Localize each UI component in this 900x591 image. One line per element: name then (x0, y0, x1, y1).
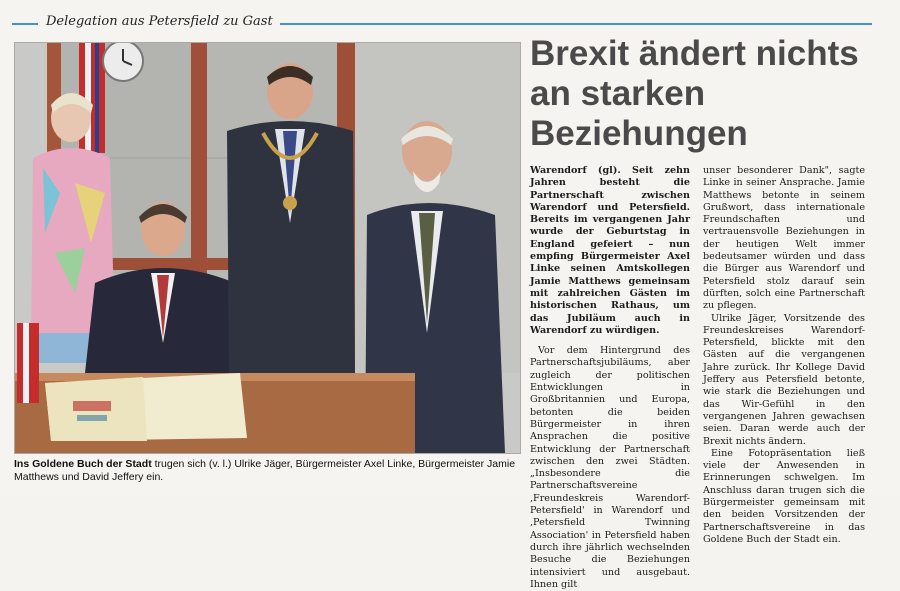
article-paragraph: Eine Fotopräsentation ließ viele der Anwesenden in Erinnerungen schwelgen. Im Anschluss daran trugen sich die Bürgermeister gemeinsam mit den beiden Vorsitzenden der Partnerschaftsvereine in das Goldene Buch der Stadt ein. (703, 447, 865, 545)
headline: Brexit ändert nichts an starken Beziehungen (530, 34, 859, 153)
article-paragraph: unser besonderer Dank", sagte Linke in seiner Ansprache. Jamie Matthews betonte in seinem Grußwort, dass internationale Freundschaften und vertrauensvolle Beziehungen in der heutigen Welt immer bedeutsamer würden und dass die Bürger aus Warendorf und Petersfield stolz darauf sein dürften, solch eine Partnerschaft zu pflegen. (703, 165, 865, 312)
photo-illustration (15, 43, 520, 453)
caption-bold: Ins Goldene Buch der Stadt (14, 458, 152, 470)
kicker-text: Delegation aus Petersfield zu Gast (46, 14, 273, 29)
photo-caption (14, 458, 519, 484)
kicker-rule-left (12, 23, 38, 25)
news-photo (14, 42, 521, 454)
article-lead: Warendorf (gl). Seit zehn Jahren besteht die Partnerschaft zwischen Warendorf und Petersfield. Bereits im vergangenen Jahr wurde der Geburtstag in England gefeiert – nun empfing Bürgermeister Axel Linke seinen Amtskollegen Jamie Matthews gemeinsam mit zahlreichen Gästen im historischen Rathaus, um das Jubiläum auch in Warendorf zu würdigen. (530, 165, 690, 336)
article-paragraph: Vor dem Hintergrund des Partnerschaftsjubiläums, aber zugleich der politischen Entwicklungen in Großbritannien und Europa, betonten die beiden Bürgermeister in ihren Ansprachen die positive Entwicklung der Partnerschaft zwischen den zwei Städten. „Insbesondere die Partnerschaftsvereine ‚Freundeskreis Warendorf-Petersfield' in Warendorf und ‚Petersfield Twinning Association' in Petersfield haben durch ihre jährlich wechselnden Besuche die Beziehungen intensiviert und ausgebaut. Ihnen gilt (530, 345, 690, 590)
article-paragraph: Ulrike Jäger, Vorsitzende des Freundeskreises Warendorf-Petersfield, blickte mit den Gästen auf die vergangenen Jahre zurück. Ihr Kollege David Jeffery aus Petersfield betonte, wie stark die Beziehungen und das Wir-Gefühl in den vergangenen Jahren gewachsen seien. Daran werde auch der Brexit nichts ändern. (703, 312, 865, 447)
caption-text: trugen sich (v. l.) Ulrike Jäger, Bürgermeister Axel Linke, Bürgermeister Jamie Matthews und David Jeffery ein. (14, 458, 516, 483)
article-column-2 (703, 165, 865, 546)
article-column-1 (530, 165, 690, 591)
kicker-rule-right (280, 23, 872, 25)
kicker (12, 14, 862, 32)
